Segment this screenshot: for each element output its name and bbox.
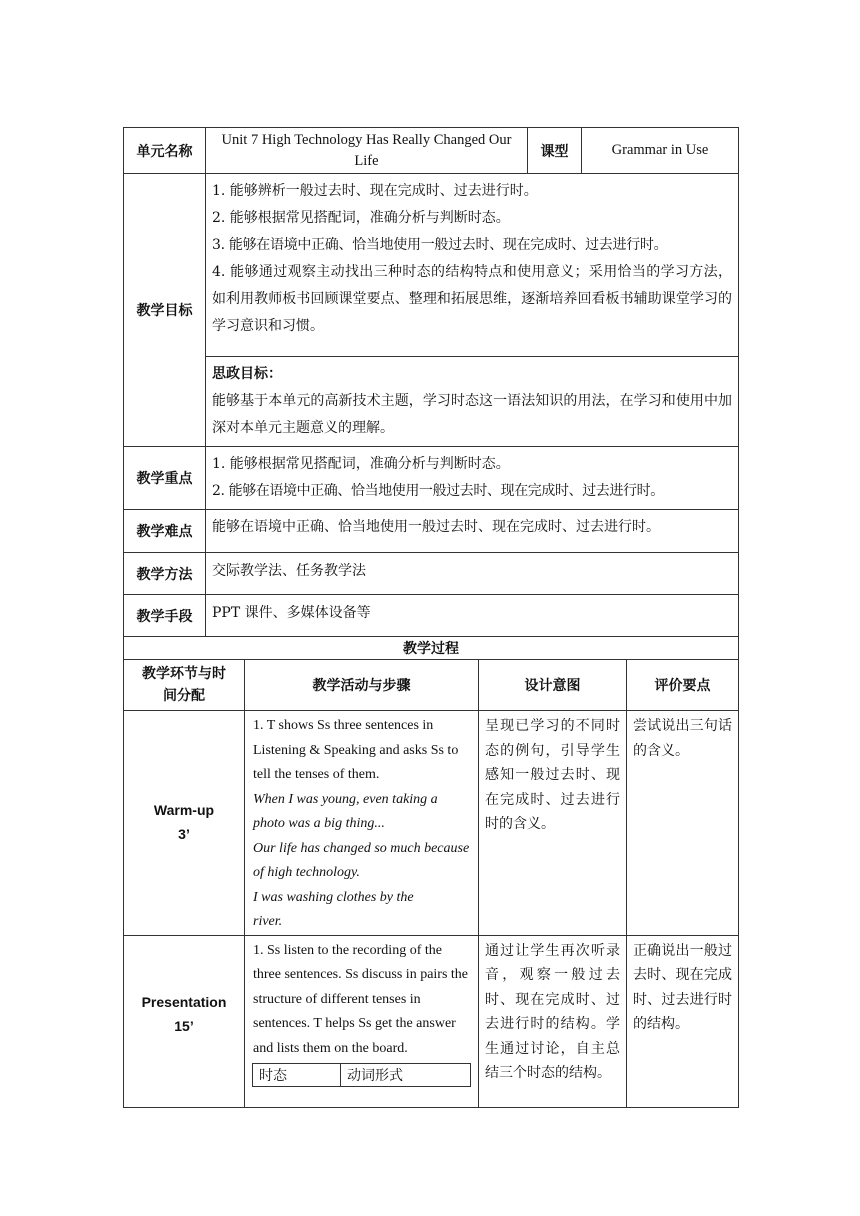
type-label: 课型 [528,128,582,174]
warmup-evaluation: 尝试说出三句话的含义。 [633,718,732,759]
objective-item: 2. 能够根据常见搭配词，准确分析与判断时态。 [212,210,510,226]
presentation-evaluation: 正确说出一般过去时、现在完成时、过去进行时的结构。 [633,942,732,1032]
difficulty-text: 能够在语境中正确、恰当地使用一般过去时、现在完成时、过去进行时。 [212,519,660,535]
warmup-stage: Warm-up [153,801,215,818]
difficulty-label: 教学难点 [124,510,206,553]
presentation-activity-intro: 1. Ss listen to the recording of the three sentences. Ss discuss in pairs the structure of different tenses in sentences. T helps Ss get the answer and lists them on the board. [253,942,469,1056]
presentation-intent-cell [479,935,627,1107]
warmup-activity-cell [245,711,479,936]
difficulty-row [124,510,739,553]
key-points-label: 教学重点 [124,447,206,510]
tense-table [252,1063,471,1087]
presentation-stage: Presentation [141,994,227,1010]
lesson-plan-page [123,127,738,1108]
presentation-time: 15’ [174,1018,194,1034]
unit-row [124,128,739,174]
objectives-cell [206,174,739,357]
warmup-intent: 呈现已学习的不同时态的例句，引导学生感知一般过去时、现在完成时、过去进行时的含义。 [485,718,620,832]
method-label: 教学方法 [124,553,206,595]
objective-item: 4. 能够通过观察主动找出三种时态的结构特点和使用意义；采用恰当的学习方法，如利用教师板书回顾课堂要点、整理和拓展思维，逐渐培养回看板书辅助课堂学习的学习意识和习惯。 [212,264,732,334]
means-label: 教学手段 [124,595,206,637]
lesson-info-table [123,127,739,174]
means-row [124,595,739,637]
sizheng-cell [206,357,739,447]
means-cell [206,595,739,637]
presentation-intent: 通过让学生再次听录音，观察一般过去时、现在完成时、过去进行时的结构。学生通过讨论，自主总结三个时态的结构。 [485,942,620,1081]
process-title-row [124,637,739,660]
key-points-row [124,447,739,510]
sizheng-text: 能够基于本单元的高新技术主题，学习时态这一语法知识的用法，在学习和使用中加深对本单元主题意义的理解。 [212,393,732,436]
header-activity: 教学活动与步骤 [245,660,479,711]
key-point-item: 1. 能够根据常见搭配词，准确分析与判断时态。 [212,456,510,472]
warmup-row [124,711,739,936]
unit-value: Unit 7 High Technology Has Really Changed Our Life [206,128,528,174]
presentation-evaluation-cell [627,935,739,1107]
type-value: Grammar in Use [582,128,739,174]
verb-form-col-header: 动词形式 [341,1064,471,1087]
warmup-sentence-2: Our life has changed so much because of high technology. [253,840,470,880]
warmup-sentence-3: I was washing clothes by the river. [253,889,414,929]
means-text: PPT 课件、多媒体设备等 [212,605,371,621]
header-intent: 设计意图 [479,660,627,711]
presentation-stage-cell [124,935,245,1107]
process-table [123,636,739,1108]
method-cell [206,553,739,595]
key-point-item: 2. 能够在语境中正确、恰当地使用一般过去时、现在完成时、过去进行时。 [212,483,664,499]
objective-item: 3. 能够在语境中正确、恰当地使用一般过去时、现在完成时、过去进行时。 [212,237,668,253]
method-text: 交际教学法、任务教学法 [212,563,366,579]
header-stage: 教学环节与时间分配 [124,660,245,711]
presentation-row [124,935,739,1107]
objectives-row [124,174,739,357]
warmup-intent-cell [479,711,627,936]
warmup-activity-intro: 1. T shows Ss three sentences in Listening & Speaking and asks Ss to tell the tenses of them. [253,718,459,782]
key-points-cell [206,447,739,510]
warmup-sentence-1: When I was young, even taking a photo was a big thing... [253,791,438,831]
warmup-time: 3’ [178,825,190,842]
method-row [124,553,739,595]
objective-item: 1. 能够辨析一般过去时、现在完成时、过去进行时。 [212,183,538,199]
process-title: 教学过程 [124,637,739,660]
process-header-row [124,660,739,711]
difficulty-cell [206,510,739,553]
warmup-evaluation-cell [627,711,739,936]
objectives-table [123,173,739,637]
unit-label: 单元名称 [124,128,206,174]
header-evaluation: 评价要点 [627,660,739,711]
presentation-activity-cell [245,935,479,1107]
sizheng-row [124,357,739,447]
sizheng-title: 思政目标： [212,366,282,382]
objectives-label: 教学目标 [124,174,206,447]
warmup-stage-cell [124,711,245,936]
tense-col-header: 时态 [253,1064,341,1087]
